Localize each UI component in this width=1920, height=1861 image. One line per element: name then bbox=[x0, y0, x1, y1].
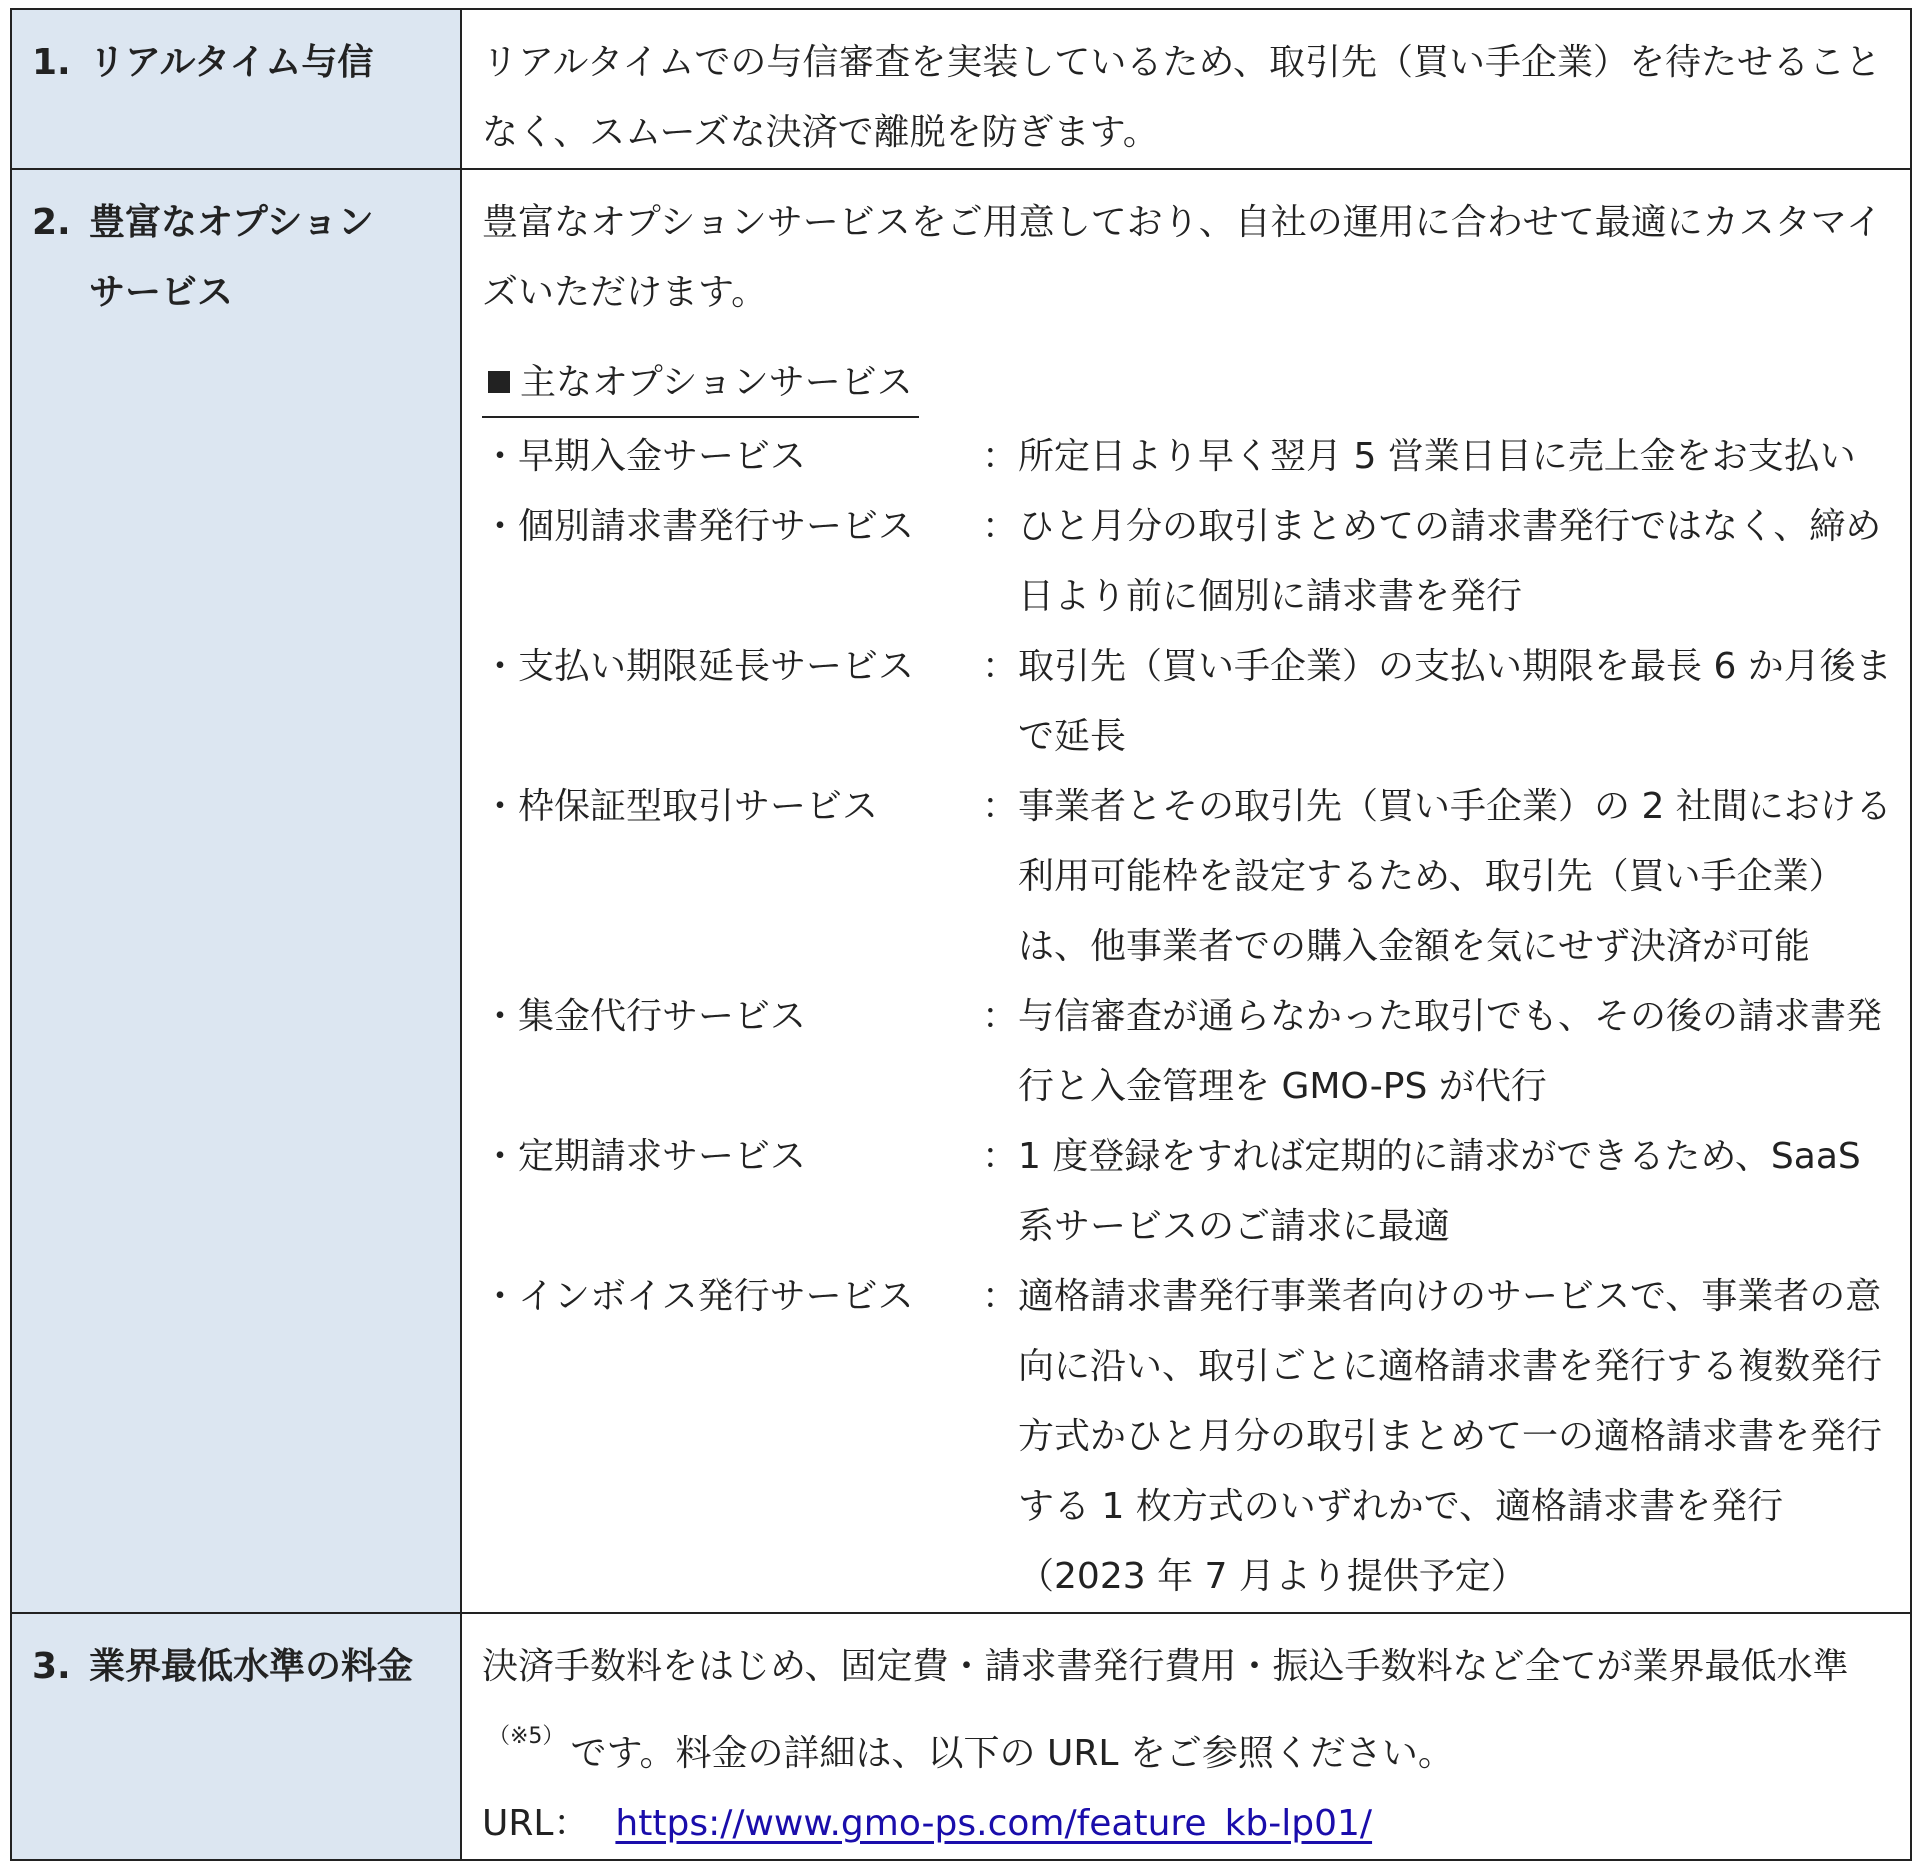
middle-dot-icon: ・ bbox=[482, 786, 519, 827]
row-heading-cell bbox=[11, 169, 461, 1613]
option-description: 適格請求書発行事業者向けのサービスで、事業者の意向に沿い、取引ごとに適格請求書を発行する複数発行方式かひと月分の取引まとめて一の適格請求書を発行する 1 枚方式のいずれかで、適格請求書を発行（2023 年 7 月より提供予定） bbox=[1018, 1276, 1883, 1597]
fees-text-continued: です。料金の詳細は、以下の URL をご参照ください。 bbox=[570, 1733, 1454, 1774]
options-heading-label: 主なオプションサービス bbox=[520, 362, 913, 403]
row-content-cell bbox=[461, 1613, 1911, 1860]
row-realtime-credit bbox=[11, 9, 1911, 169]
list-item bbox=[482, 982, 1892, 1122]
row-content-cell bbox=[461, 169, 1911, 1613]
row-option-services bbox=[11, 169, 1911, 1613]
row-heading-cell bbox=[11, 9, 461, 169]
middle-dot-icon: ・ bbox=[482, 1276, 519, 1317]
fees-text: 決済手数料をはじめ、固定費・請求書発行費用・振込手数料など全てが業界最低水準 bbox=[482, 1646, 1849, 1687]
row-description: リアルタイムでの与信審査を実装しているため、取引先（買い手企業）を待たせることなく、スムーズな決済で離脱を防ぎます。 bbox=[482, 42, 1881, 153]
feature-table bbox=[10, 8, 1912, 1861]
footnote-marker: （※5） bbox=[488, 1724, 565, 1749]
colon-separator: ： bbox=[982, 786, 1019, 827]
row-title-line-1: 豊富なオプション bbox=[89, 202, 374, 243]
url-label: URL： bbox=[482, 1803, 590, 1844]
middle-dot-icon: ・ bbox=[482, 1136, 519, 1177]
option-description: ひと月分の取引まとめての請求書発行ではなく、締め日より前に個別に請求書を発行 bbox=[1018, 506, 1882, 617]
middle-dot-icon: ・ bbox=[482, 996, 519, 1037]
row-description: 豊富なオプションサービスをご用意しており、自社の運用に合わせて最適にカスタマイズいただけます。 bbox=[482, 202, 1883, 313]
option-description: 所定日より早く翌月 5 営業日目に売上金をお支払い bbox=[1018, 436, 1856, 477]
colon-separator: ： bbox=[982, 646, 1019, 687]
square-bullet-icon bbox=[488, 371, 510, 393]
list-item bbox=[482, 632, 1892, 772]
row-number: 2. bbox=[32, 202, 71, 243]
option-name: 支払い期限延長サービス bbox=[518, 646, 915, 687]
fees-detail-link[interactable]: https://www.gmo-ps.com/feature_kb-lp01/ bbox=[615, 1803, 1373, 1844]
option-description: 事業者とその取引先（買い手企業）の 2 社間における利用可能枠を設定するため、取引先（買い手企業）は、他事業者での購入金額を気にせず決済が可能 bbox=[1018, 786, 1892, 967]
option-name: 集金代行サービス bbox=[518, 996, 807, 1037]
list-item bbox=[482, 492, 1892, 632]
option-description: 1 度登録をすれば定期的に請求ができるため、SaaS 系サービスのご請求に最適 bbox=[1018, 1136, 1861, 1247]
row-title: リアルタイム与信 bbox=[89, 42, 374, 83]
option-name: 定期請求サービス bbox=[518, 1136, 807, 1177]
row-number: 1. bbox=[32, 42, 71, 83]
row-title: 業界最低水準の料金 bbox=[89, 1646, 414, 1687]
middle-dot-icon: ・ bbox=[482, 506, 519, 547]
colon-separator: ： bbox=[982, 1136, 1019, 1177]
option-description: 取引先（買い手企業）の支払い期限を最長 6 か月後まで延長 bbox=[1018, 646, 1892, 757]
row-description bbox=[482, 1632, 1892, 1789]
options-heading bbox=[482, 350, 919, 418]
options-list bbox=[482, 422, 1892, 1612]
colon-separator: ： bbox=[982, 996, 1019, 1037]
row-number: 3. bbox=[32, 1646, 71, 1687]
row-heading-cell bbox=[11, 1613, 461, 1860]
row-lowest-fees bbox=[11, 1613, 1911, 1860]
row-title-line-2: サービス bbox=[89, 272, 234, 313]
url-line bbox=[482, 1789, 1892, 1859]
list-item bbox=[482, 422, 1892, 492]
colon-separator: ： bbox=[982, 506, 1019, 547]
middle-dot-icon: ・ bbox=[482, 646, 519, 687]
colon-separator: ： bbox=[982, 1276, 1019, 1317]
list-item bbox=[482, 1262, 1892, 1612]
colon-separator: ： bbox=[982, 436, 1019, 477]
option-name: インボイス発行サービス bbox=[518, 1276, 914, 1317]
row-content-cell bbox=[461, 9, 1911, 169]
list-item bbox=[482, 1122, 1892, 1262]
list-item bbox=[482, 772, 1892, 982]
middle-dot-icon: ・ bbox=[482, 436, 519, 477]
option-name: 個別請求書発行サービス bbox=[518, 506, 915, 547]
option-name: 早期入金サービス bbox=[518, 436, 807, 477]
option-description: 与信審査が通らなかった取引でも、その後の請求書発行と入金管理を GMO-PS が代行 bbox=[1018, 996, 1883, 1107]
option-name: 枠保証型取引サービス bbox=[518, 786, 879, 827]
row-title bbox=[89, 188, 460, 328]
